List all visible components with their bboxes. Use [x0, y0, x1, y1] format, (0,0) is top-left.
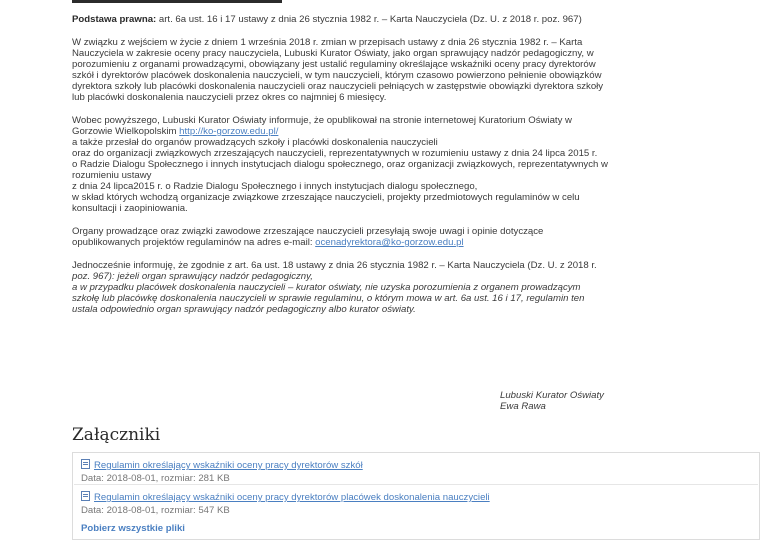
attachment-meta: Data: 2018-08-01, rozmiar: 281 KB	[81, 473, 230, 484]
divider	[74, 484, 758, 485]
text-line: w skład których wchodzą organizacje związkowe zrzeszające nauczycieli, projekty przedmiotowych regulaminów w celu	[72, 192, 580, 203]
text-line: Organy prowadzące oraz związki zawodowe zrzeszające nauczycieli przesyłają swoje uwagi i opinie dotyczące	[72, 226, 544, 237]
text-line: Wobec powyższego, Lubuski Kurator Oświaty informuje, że opublikował na stronie internetowej Kuratorium Oświaty w	[72, 115, 572, 126]
text-line: z dnia 24 lipca2015 r. o Radzie Dialogu Społecznego i innych instytucjach dialogu społecznego,	[72, 181, 478, 192]
legal-basis-label: Podstawa prawna:	[72, 14, 157, 25]
text-line: a w przypadku placówek doskonalenia nauczycieli – kurator oświaty, nie uzyska porozumienia z organem prowadzącym	[72, 282, 581, 293]
text-line: Nauczyciela w zakresie oceny pracy nauczyciela, Lubuski Kurator Oświaty, jako organ sprawujący nadzór pedagogiczny, w	[72, 48, 594, 59]
text-line: oraz do organizacji związkowych zrzeszających nauczycieli, reprezentatywnych w rozumieniu ustawy z dnia 24 lipca 2015 r.	[72, 148, 598, 159]
text-line: rozumieniu ustawy	[72, 170, 152, 181]
text-line: ustala odpowiednio organ sprawujący nadzór pedagogiczny albo kurator oświaty.	[72, 304, 416, 315]
paragraph-2	[72, 115, 760, 214]
city-text: Gorzowie Wielkopolskim	[72, 126, 177, 137]
text-line: szkół i dyrektorów placówek doskonalenia nauczycieli, w tym nauczycieli, którym czasowo powierzono pełnienie obowiązków	[72, 70, 602, 81]
attachment-link[interactable]: Regulamin określający wskaźniki oceny pracy dyrektorów szkół	[94, 460, 363, 471]
text-line: porozumieniu z organami prowadzącymi, obowiązany jest ustalić regulaminy określające wskaźniki oceny pracy dyrektorów	[72, 59, 596, 70]
signature-role: Lubuski Kurator Oświaty	[500, 390, 604, 401]
paragraph-3	[72, 226, 760, 248]
text-line: poz. 967): jeżeli organ sprawujący nadzór pedagogiczny,	[72, 271, 313, 282]
article-body	[72, 14, 760, 327]
attachment-item	[81, 491, 490, 516]
text-line: a także przesłał do organów prowadzących szkoły i placówki doskonalenia nauczycieli	[72, 137, 438, 148]
file-pdf-icon	[81, 459, 90, 469]
text-line: dyrektora szkoły lub placówki doskonalenia nauczycieli oraz nauczycieli pełniących w zastępstwie obowiązki dyrektora szkoły	[72, 81, 604, 92]
email-intro-text: opublikowanych projektów regulaminów na adres e-mail:	[72, 237, 313, 248]
text-line: o Radzie Dialogu Społecznego i innych instytucjach dialogu społecznego, oraz organizacji związkowych, reprezentatywnych w	[72, 159, 608, 170]
text-line: konsultacji i zaopiniowania.	[72, 203, 188, 214]
legal-basis-text: art. 6a ust. 16 i 17 ustawy z dnia 26 stycznia 1982 r. – Karta Nauczyciela (Dz. U. z 2018 r. poz. 967)	[158, 14, 582, 25]
paragraph-4	[72, 260, 760, 315]
text-line	[72, 126, 760, 137]
kuratorium-website-link[interactable]: http://ko-gorzow.edu.pl/	[179, 126, 279, 137]
text-line: szkołę lub placówkę doskonalenia nauczycieli w sprawie regulaminu, o którym mowa w art. 6a ust. 16 i 17, regulamin ten	[72, 293, 585, 304]
file-pdf-icon	[81, 491, 90, 501]
attachment-item	[81, 459, 363, 484]
text-line: W związku z wejściem w życie z dniem 1 września 2018 r. zmian w przepisach ustawy z dnia 26 stycznia 1982 r. – Karta	[72, 37, 583, 48]
text-line	[72, 237, 760, 248]
text-line: lub placówki doskonalenia nauczycieli przez okres co najmniej 6 miesięcy.	[72, 92, 387, 103]
attachments-heading: Załączniki	[72, 425, 161, 445]
text-line: Jednocześnie informuję, że zgodnie z art. 6a ust. 18 ustawy z dnia 26 stycznia 1982 r. – Karta Nauczyciela (Dz. U. z 2018 r.	[72, 260, 597, 271]
attachments-list	[72, 452, 760, 540]
email-link[interactable]: ocenadyrektora@ko-gorzow.edu.pl	[315, 237, 464, 248]
signature	[500, 390, 604, 412]
legal-basis	[72, 14, 760, 25]
download-all-link[interactable]: Pobierz wszystkie pliki	[81, 523, 185, 534]
attachment-meta: Data: 2018-08-01, rozmiar: 547 KB	[81, 505, 230, 516]
title-remnant	[72, 0, 282, 3]
paragraph-1	[72, 37, 760, 103]
attachment-link[interactable]: Regulamin określający wskaźniki oceny pracy dyrektorów placówek doskonalenia nauczycieli	[94, 492, 490, 503]
signature-name: Ewa Rawa	[500, 401, 546, 412]
